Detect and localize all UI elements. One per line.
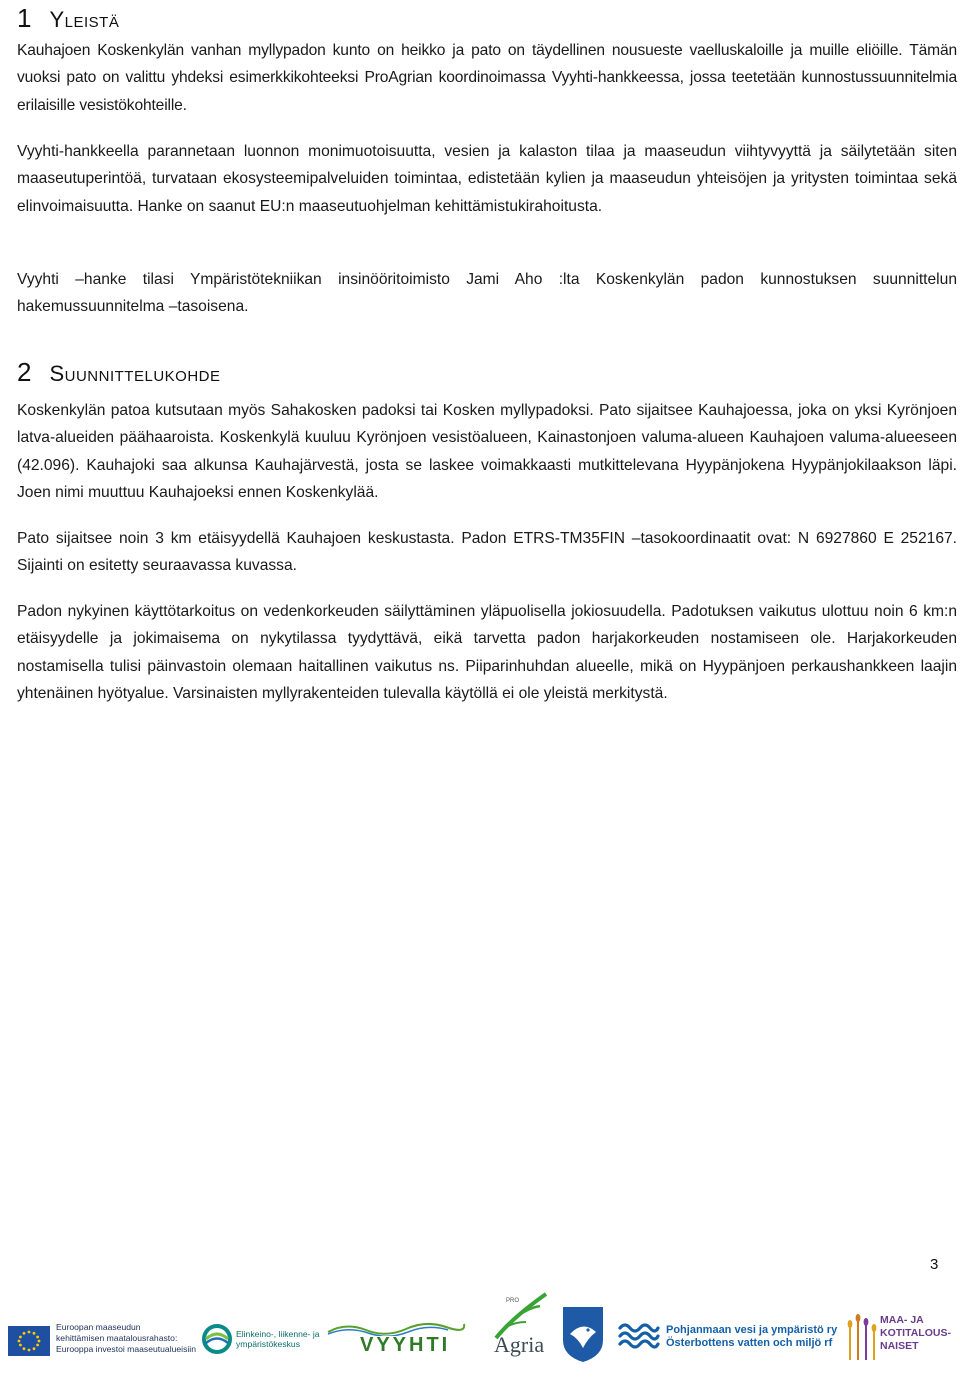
section-title: Yleistä: [49, 7, 120, 32]
pohjanmaan-vesi-logo: [618, 1318, 838, 1364]
paragraph: Padon nykyinen käyttötarkoitus on vedenkorkeuden säilyttäminen yläpuolisella jokiosuudella. Padotuksen vaikutus ulottuu noin 6 km:n etäisyydelle ja jokimaisema on nykytilassa tyydyttävä, eikä tarvetta padon harjakorkeuden nostamiseen ole. Harjakorkeuden nostamisella tulisi päinvastoin olemaan haitallinen vaikutus ns. Piiparinhuhdan alueelle, mikä on Hyypänjoen perkaushankkeen laajin yhtenäinen hyötyalue. Varsinaisten myllyrakenteiden tulevalla käytöllä ei ole yleistä merkitystä.: [17, 603, 957, 702]
eu-logo-line: Euroopan maaseudun: [56, 1322, 141, 1332]
proagria-logo-text: Agria: [494, 1332, 545, 1357]
maa-ja-logo-line: KOTITALOUS-: [880, 1327, 951, 1339]
pohjanmaan-vesi-logo-line: Pohjanmaan vesi ja ympäristö ry: [666, 1324, 838, 1336]
proagria-logo: [488, 1292, 552, 1368]
maa-ja-logo-line: NAISET: [880, 1340, 919, 1352]
ely-logo-line: Elinkeino-, liikenne- ja: [236, 1329, 320, 1339]
pohjanmaan-vesi-logo-line: Österbottens vatten och miljö rf: [666, 1337, 833, 1349]
wheat-icon: [844, 1312, 878, 1362]
water-waves-icon: [618, 1320, 660, 1350]
vyyhti-logo-text: VYYHTI: [360, 1334, 451, 1356]
eu-logo-line: Eurooppa investoi maaseutualueisiin: [56, 1344, 196, 1354]
page-number: 3: [930, 1256, 939, 1273]
section-number: 2: [17, 357, 32, 387]
kauhajoki-coat-of-arms-icon: [560, 1304, 606, 1364]
paragraph: Pato sijaitsee noin 3 km etäisyydellä Kauhajoen keskustasta. Padon ETRS-TM35FIN –tasokoordinaatit ovat: N 6927860 E 252167. Sijainti on esitetty seuraavassa kuvassa.: [17, 530, 957, 575]
kauhajoki-logo: [560, 1304, 606, 1364]
section-heading-1: [17, 0, 119, 35]
paragraph: Vyyhti-hankkeella parannetaan luonnon monimuotoisuutta, vesien ja kalaston tilaa ja maaseudun viihtyvyyttä ja säilytetään siten maaseutuperintöä, turvataan ekosysteemipalveluiden toimintaa, edistetään kylien ja maaseudun yhteisöjen ja yritysten toimintaa sekä elinvoimaisuutta. Hanke on saanut EU:n maaseutuohjelman kehittämistukirahoitusta.: [17, 143, 957, 215]
section-heading-2: [17, 352, 221, 389]
proagria-logo-small: PRO: [506, 1298, 520, 1304]
footer-logo-bar: [0, 1290, 960, 1378]
ely-logo-line: ympäristökeskus: [236, 1339, 300, 1349]
maa-ja-kotitalousnaiset-logo: [844, 1310, 956, 1366]
vyyhti-logo: [326, 1320, 466, 1364]
ely-centre-icon: [202, 1324, 232, 1354]
paragraph: Kauhajoen Koskenkylän vanhan myllypadon kunto on heikko ja pato on täydellinen nousueste vaelluskaloille ja muille eliöille. Tämän vuoksi pato on valittu yhdeksi esimerkkikohteeksi ProAgrian koordinoimassa Vyyhti-hankkeessa, jossa teetetään kunnostussuunnitelmia erilaisille vesistökohteille.: [17, 42, 957, 114]
eu-logo: [8, 1322, 198, 1362]
paragraph: Vyyhti –hanke tilasi Ympäristötekniikan insinööritoimisto Jami Aho :lta Koskenkylän padon kunnostuksen suunnittelun hakemussuunnitelma –tasoisena.: [17, 271, 957, 316]
ely-logo: [202, 1322, 322, 1362]
section-title: Suunnittelukohde: [49, 361, 221, 386]
eu-logo-line: kehittämisen maatalousrahasto:: [56, 1333, 178, 1343]
eu-flag-icon: [8, 1326, 50, 1356]
section-number: 1: [17, 3, 32, 33]
paragraph: Koskenkylän patoa kutsutaan myös Sahakosken padoksi tai Kosken myllypadoksi. Pato sijaitsee Kauhajoessa, joka on yksi Kyrönjoen latva-alueiden päähaaroista. Koskenkylä kuuluu Kyrönjoen vesistöalueen, Kainastonjoen valuma-alueen Kauhajoen valuma-alueeseen (42.096). Kauhajoki saa alkunsa Kauhajärvestä, josta se laskee voimakkaasti mutkittelevana Hyypänjokena Hyypänjokilaakson läpi. Joen nimi muuttuu Kauhajoeksi ennen Koskenkylää.: [17, 402, 957, 501]
maa-ja-logo-line: MAA- JA: [880, 1314, 924, 1326]
